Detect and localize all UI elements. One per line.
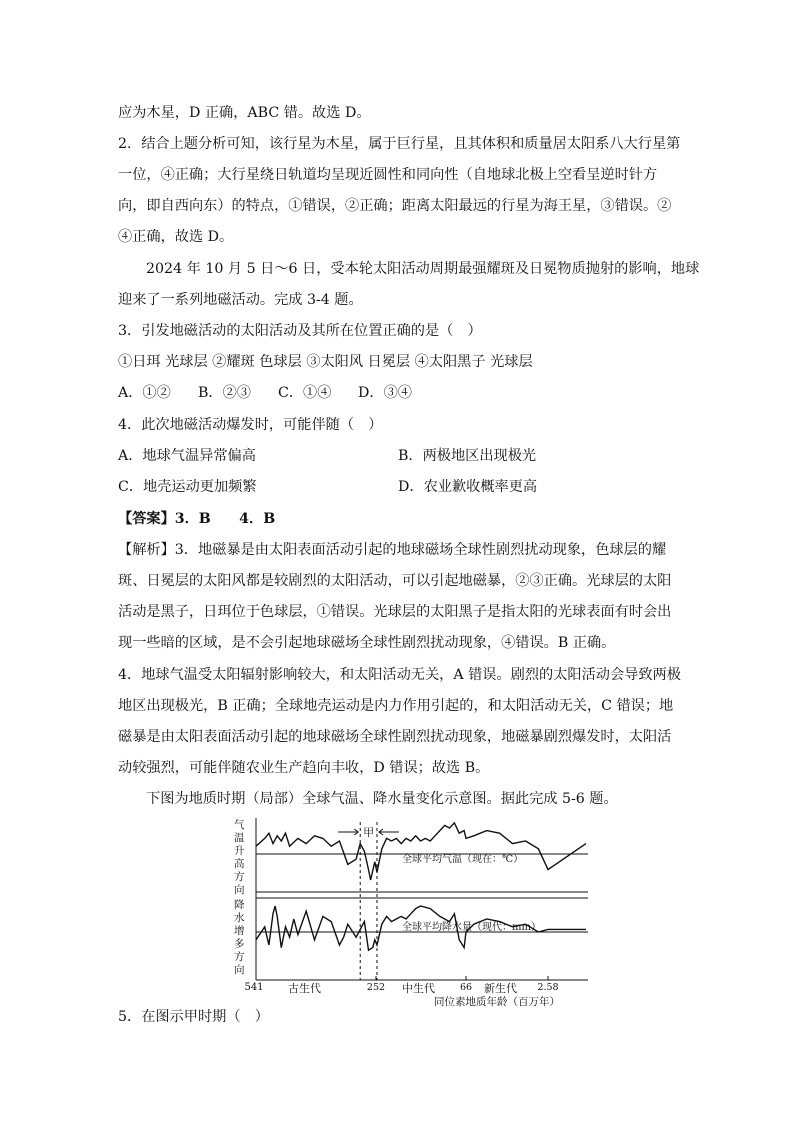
y-label-temperature <box>234 818 245 896</box>
q4-option-b: B．两极地区出现极光 <box>398 448 537 464</box>
q3-option-c: C．①④ <box>278 385 332 401</box>
y-axis-label: 气温升高方向 <box>234 819 245 896</box>
q3-option-d: D．③④ <box>358 385 412 401</box>
era-label-mesozoic: 中生代 <box>402 982 435 995</box>
analysis-line: 4．地球气温受太阳辐射影响较大，和太阳活动无关，A 错误。剧烈的太阳活动会导致两极 <box>118 667 681 683</box>
temperature-curve <box>256 823 586 880</box>
period-arrow-right <box>379 829 399 835</box>
era-label-cenozoic: 新生代 <box>484 982 517 995</box>
figure-intro: 下图为地质时期（局部）全球气温、降水量变化示意图。据此完成 5-6 题。 <box>146 791 618 807</box>
text-line: 2024 年 10 月 5 日～6 日，受本轮太阳活动周期最强耀斑及日冕物质抛射的影响，地球 <box>146 261 700 277</box>
text-line: 应为木星，D 正确，ABC 错。故选 D。 <box>118 105 371 121</box>
x-tick-label: 252 <box>366 982 386 993</box>
x-axis-label: 同位素地质年龄（百万年） <box>434 996 560 1008</box>
answer-line: 【答案】3．B 4．B <box>118 511 276 527</box>
q4-option-a: A．地球气温异常偏高 <box>118 448 256 464</box>
ref-precipitation-label: 全球平均降水量（现代：mm） <box>402 922 541 933</box>
x-tick-label: 541 <box>244 982 264 993</box>
question-3-statements: ①日珥 光球层 ②耀斑 色球层 ③太阳风 日冕层 ④太阳黑子 光球层 <box>118 354 533 370</box>
analysis-line: 磁暴是由太阳表面活动引起的地球磁场全球性剧烈扰动现象，地磁暴剧烈爆发时，太阳活 <box>118 729 672 745</box>
period-arrow-left <box>338 829 358 835</box>
era-label-paleozoic: 古生代 <box>288 982 321 995</box>
climate-chart <box>226 808 598 1008</box>
ref-temperature-label: 全球平均气温（现在：℃） <box>402 854 524 865</box>
y-label-precipitation <box>234 898 245 976</box>
x-tick-label: 66 <box>459 982 473 993</box>
question-3: 3．引发地磁活动的太阳活动及其所在位置正确的是（ ） <box>118 323 482 339</box>
q3-option-b: B．②③ <box>198 385 251 401</box>
question-5: 5．在图示甲时期（ ） <box>118 1009 269 1025</box>
text-line: 2．结合上题分析可知，该行星为木星，属于巨行星，且其体积和质量居太阳系八大行星第 <box>118 136 681 152</box>
q3-option-a: A．①② <box>118 385 171 401</box>
text-line: 向，即自西向东）的特点，①错误，②正确；距离太阳最远的行星为海王星，③错误。② <box>118 198 672 214</box>
question-4: 4．此次地磁活动爆发时，可能伴随（ ） <box>118 417 383 433</box>
q4-option-d: D．农业歉收概率更高 <box>398 479 538 495</box>
text-line: 迎来了一系列地磁活动。完成 3-4 题。 <box>118 292 363 308</box>
analysis-line: 动较强烈，可能伴随农业生产趋向丰收，D 错误；故选 B。 <box>118 760 490 776</box>
period-label-jia: 甲 <box>363 826 375 839</box>
y-axis-label: 降水增多方向 <box>234 899 245 976</box>
analysis-line: 活动是黑子，日珥位于色球层，①错误。光球层的太阳黑子是指太阳的光球表面有时会出 <box>118 604 672 620</box>
analysis-line: 斑、日冕层的太阳风都是较剧烈的太阳活动，可以引起地磁暴，②③正确。光球层的太阳 <box>118 573 672 589</box>
analysis-line: 【解析】3．地磁暴是由太阳表面活动引起的地球磁场全球性剧烈扰动现象，色球层的耀 <box>118 542 667 558</box>
x-tick-label: 2.58 <box>537 982 559 993</box>
q4-option-c: C．地壳运动更加频繁 <box>118 479 257 495</box>
analysis-line: 地区出现极光，B 正确；全球地壳运动是内力作用引起的，和太阳活动无关，C 错误；地 <box>118 698 674 714</box>
text-line: ④正确，故选 D。 <box>118 229 234 245</box>
text-line: 一位，④正确；大行星绕日轨道均呈现近圆性和同向性（自地球北极上空看呈逆时针方 <box>118 167 658 183</box>
analysis-line: 现一些暗的区域，是不会引起地球磁场全球性剧烈扰动现象，④错误。B 正确。 <box>118 635 616 651</box>
